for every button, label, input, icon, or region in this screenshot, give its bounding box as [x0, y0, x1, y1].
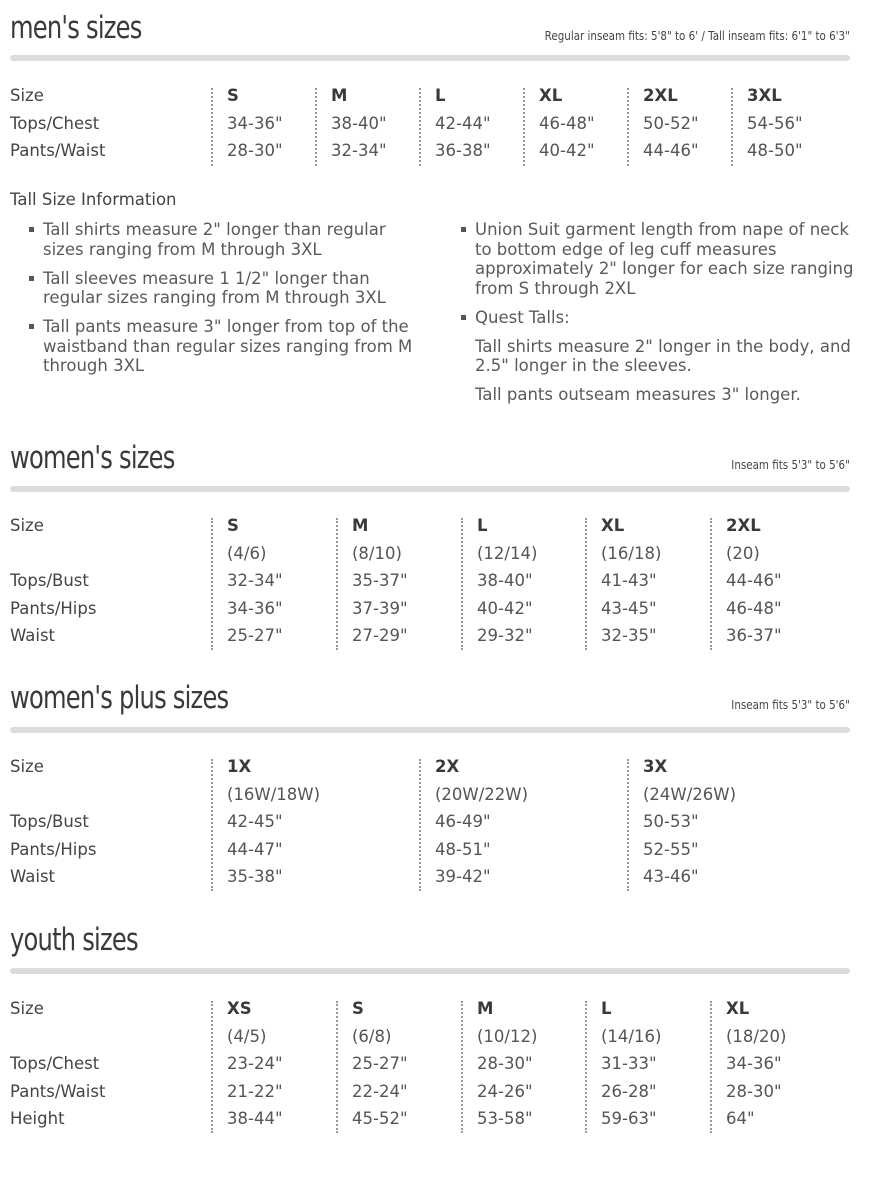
hips-value: 40-42"	[477, 599, 533, 618]
bust-value: 46-49"	[435, 812, 491, 831]
row-label-tops-bust: Tops/Bust	[10, 812, 89, 831]
size-label: L	[477, 516, 488, 535]
waist-value: 28-30"	[227, 141, 283, 160]
waist-value: 32-35"	[601, 626, 657, 645]
womens-col-s	[211, 516, 283, 650]
bullet-text: Union Suit garment length from nape of neck to bottom edge of leg cuff measures approximately 2" longer for each size ranging from S through 2XL	[475, 220, 854, 298]
mens-col-l	[419, 86, 491, 166]
womens-plus-col-3x	[627, 757, 737, 891]
youth-sizes-title: youth sizes	[10, 922, 138, 958]
waist-value: 28-30"	[726, 1082, 782, 1101]
size-label: XS	[227, 999, 252, 1018]
waist-value: 24-26"	[477, 1082, 533, 1101]
bust-value: 50-53"	[643, 812, 699, 831]
waist-value: 27-29"	[352, 626, 408, 645]
womens-plus-sizes-title: women's plus sizes	[10, 680, 229, 716]
hips-value: 48-51"	[435, 840, 491, 859]
bullet-square-icon	[461, 227, 466, 232]
bullet-text: Tall sleeves measure 1 1/2" longer than regular sizes ranging from M through 3XL	[43, 268, 386, 307]
size-label: S	[352, 999, 364, 1018]
quest-talls-paragraph: Tall pants outseam measures 3" longer.	[475, 385, 801, 404]
numeric-size: (18/20)	[726, 1027, 787, 1046]
chest-value: 34-36"	[227, 114, 283, 133]
row-label-tops-bust: Tops/Bust	[10, 571, 89, 590]
waist-value: 36-38"	[435, 141, 491, 160]
size-label: M	[331, 86, 348, 105]
womens-col-xl	[585, 516, 662, 650]
size-label: M	[477, 999, 494, 1018]
hips-value: 34-36"	[227, 599, 283, 618]
bullet-text: Tall pants measure 3" longer from top of the waistband than regular sizes ranging from M through 3XL	[43, 317, 413, 375]
tall-info-bullet	[20, 269, 430, 308]
bust-value: 42-45"	[227, 812, 283, 831]
waist-value: 22-24"	[352, 1082, 408, 1101]
row-label-pants-waist: Pants/Waist	[10, 141, 106, 160]
bust-value: 44-46"	[726, 571, 782, 590]
chest-value: 42-44"	[435, 114, 491, 133]
height-value: 38-44"	[227, 1109, 283, 1128]
hips-value: 37-39"	[352, 599, 408, 618]
chest-value: 23-24"	[227, 1054, 283, 1073]
bullet-text: Quest Talls:	[475, 307, 570, 327]
numeric-size: (14/16)	[601, 1027, 662, 1046]
size-label: XL	[601, 516, 625, 535]
hips-value: 44-47"	[227, 840, 283, 859]
womens-col-l	[461, 516, 538, 650]
waist-value: 48-50"	[747, 141, 803, 160]
size-label: XL	[726, 999, 750, 1018]
numeric-size: (4/5)	[227, 1027, 267, 1046]
waist-value: 40-42"	[539, 141, 595, 160]
mens-sizes-title: men's sizes	[10, 10, 142, 46]
numeric-size: (10/12)	[477, 1027, 538, 1046]
tall-info-bullet	[20, 317, 430, 376]
waist-value: 29-32"	[477, 626, 533, 645]
row-label-waist: Waist	[10, 867, 56, 886]
bullet-text: Tall shirts measure 2" longer than regular sizes ranging from M through 3XL	[43, 220, 386, 259]
row-label-size: Size	[10, 999, 44, 1018]
womens-plus-col-1x	[211, 757, 321, 891]
height-value: 45-52"	[352, 1109, 408, 1128]
chest-value: 34-36"	[726, 1054, 782, 1073]
bullet-square-icon	[29, 324, 34, 329]
womens-divider-bar	[10, 486, 850, 492]
height-value: 53-58"	[477, 1109, 533, 1128]
mens-col-2xl	[627, 86, 699, 166]
youth-col-l	[585, 999, 662, 1133]
hips-value: 52-55"	[643, 840, 699, 859]
size-label: L	[435, 86, 446, 105]
womens-plus-divider-bar	[10, 727, 850, 733]
youth-col-xs	[211, 999, 283, 1133]
bust-value: 32-34"	[227, 571, 283, 590]
numeric-size: (8/10)	[352, 544, 402, 563]
chest-value: 31-33"	[601, 1054, 657, 1073]
chest-value: 54-56"	[747, 114, 803, 133]
size-label: XL	[539, 86, 563, 105]
youth-col-m	[461, 999, 538, 1133]
mens-col-xl	[523, 86, 595, 166]
row-label-pants-hips: Pants/Hips	[10, 599, 97, 618]
tall-info-right-list	[452, 220, 862, 414]
waist-value: 25-27"	[227, 626, 283, 645]
row-label-size: Size	[10, 86, 44, 105]
waist-value: 32-34"	[331, 141, 387, 160]
chest-value: 38-40"	[331, 114, 387, 133]
waist-value: 21-22"	[227, 1082, 283, 1101]
mens-divider-bar	[10, 55, 850, 61]
size-label: L	[601, 999, 612, 1018]
row-label-size: Size	[10, 516, 44, 535]
chest-value: 46-48"	[539, 114, 595, 133]
waist-value: 43-46"	[643, 867, 699, 886]
womens-plus-inseam-note: Inseam fits 5'3" to 5'6"	[731, 698, 850, 712]
waist-value: 35-38"	[227, 867, 283, 886]
youth-col-xl	[710, 999, 787, 1133]
chest-value: 50-52"	[643, 114, 699, 133]
row-label-pants-waist: Pants/Waist	[10, 1082, 106, 1101]
youth-divider-bar	[10, 968, 850, 974]
size-label: 2XL	[726, 516, 761, 535]
numeric-size: (6/8)	[352, 1027, 392, 1046]
quest-talls-paragraph: Tall shirts measure 2" longer in the body, and 2.5" longer in the sleeves.	[475, 336, 851, 375]
height-value: 59-63"	[601, 1109, 657, 1128]
numeric-size: (12/14)	[477, 544, 538, 563]
row-label-tops-chest: Tops/Chest	[10, 1054, 100, 1073]
tall-info-left-list	[20, 220, 430, 385]
bust-value: 35-37"	[352, 571, 408, 590]
womens-col-m	[336, 516, 408, 650]
numeric-size: (20)	[726, 544, 760, 563]
tall-info-bullet	[452, 308, 862, 328]
tall-info-bullet	[20, 220, 430, 259]
tall-info-bullet	[452, 220, 862, 298]
size-label: 1X	[227, 757, 252, 776]
hips-value: 46-48"	[726, 599, 782, 618]
mens-col-3xl	[731, 86, 803, 166]
row-label-waist: Waist	[10, 626, 56, 645]
waist-value: 39-42"	[435, 867, 491, 886]
bullet-square-icon	[29, 227, 34, 232]
numeric-size: (24W/26W)	[643, 785, 737, 804]
numeric-size: (16W/18W)	[227, 785, 321, 804]
bust-value: 38-40"	[477, 571, 533, 590]
size-label: 2XL	[643, 86, 678, 105]
bullet-square-icon	[29, 276, 34, 281]
womens-inseam-note: Inseam fits 5'3" to 5'6"	[731, 458, 850, 472]
youth-col-s	[336, 999, 408, 1133]
row-label-size: Size	[10, 757, 44, 776]
size-label: 2X	[435, 757, 460, 776]
numeric-size: (16/18)	[601, 544, 662, 563]
row-label-pants-hips: Pants/Hips	[10, 840, 97, 859]
mens-inseam-note: Regular inseam fits: 5'8" to 6' / Tall inseam fits: 6'1" to 6'3"	[544, 29, 850, 43]
chest-value: 28-30"	[477, 1054, 533, 1073]
row-label-tops-chest: Tops/Chest	[10, 114, 100, 133]
bullet-square-icon	[461, 315, 466, 320]
mens-col-s	[211, 86, 283, 166]
numeric-size: (4/6)	[227, 544, 267, 563]
size-label: S	[227, 516, 239, 535]
womens-sizes-title: women's sizes	[10, 440, 175, 476]
mens-col-m	[315, 86, 387, 166]
chest-value: 25-27"	[352, 1054, 408, 1073]
womens-col-2xl	[710, 516, 782, 650]
row-label-height: Height	[10, 1109, 65, 1128]
womens-plus-col-2x	[419, 757, 529, 891]
numeric-size: (20W/22W)	[435, 785, 529, 804]
tall-size-info-title: Tall Size Information	[10, 190, 177, 209]
waist-value: 26-28"	[601, 1082, 657, 1101]
height-value: 64"	[726, 1109, 755, 1128]
size-label: M	[352, 516, 369, 535]
bust-value: 41-43"	[601, 571, 657, 590]
waist-value: 36-37"	[726, 626, 782, 645]
size-label: 3XL	[747, 86, 782, 105]
size-label: S	[227, 86, 239, 105]
hips-value: 43-45"	[601, 599, 657, 618]
waist-value: 44-46"	[643, 141, 699, 160]
size-label: 3X	[643, 757, 668, 776]
